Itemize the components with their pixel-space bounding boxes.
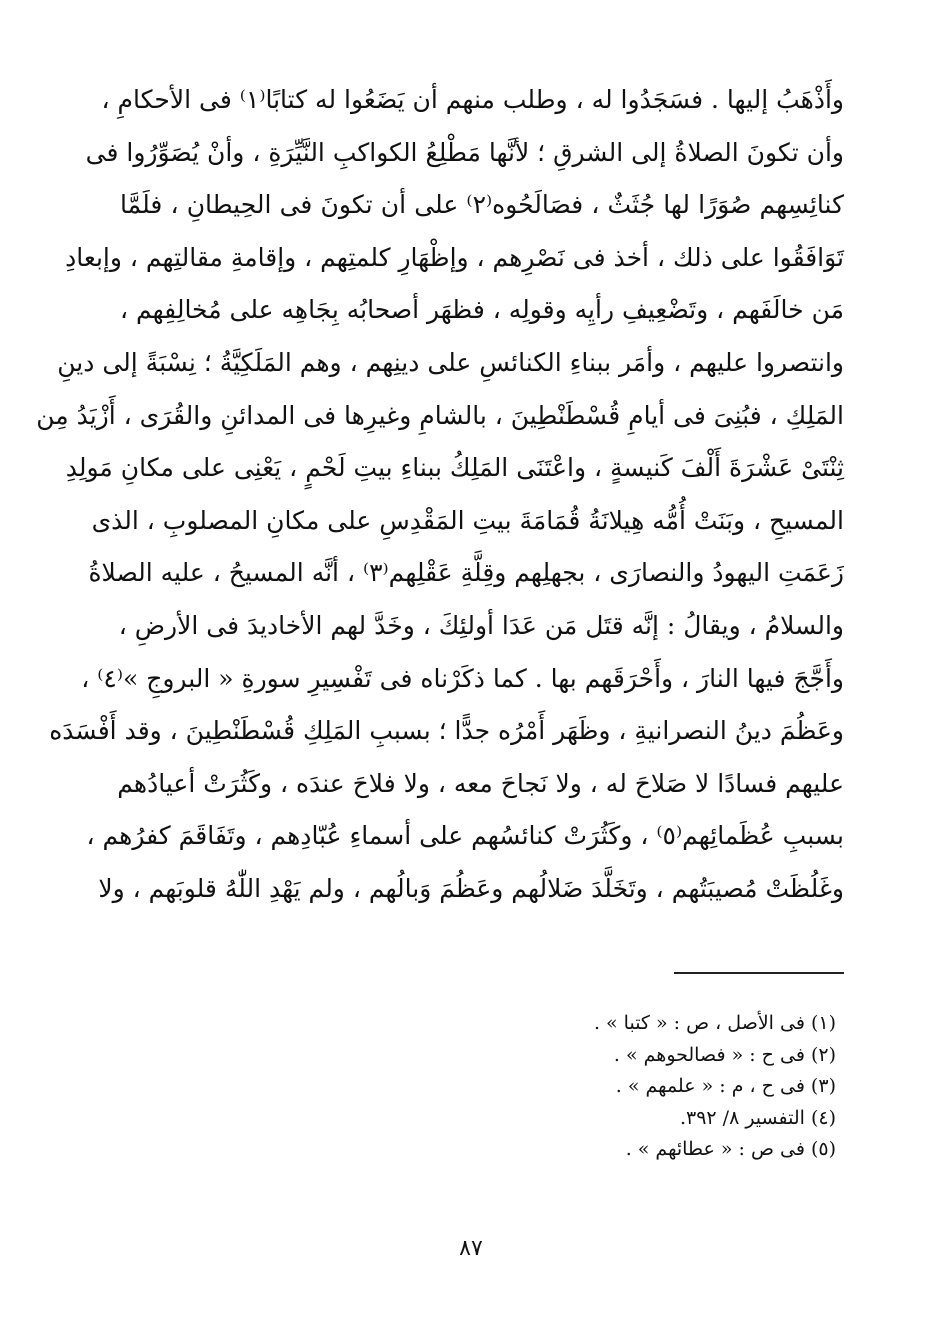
text-line-9: المسيحِ ، وبَنَتْ أُمُّه هِيلانَةُ قُمَامَةَ بيتِ المَقْدِسِ على مكانِ المصلوبِ ، الذى [91, 505, 844, 535]
text-line-1: وأَذْهَبُ إليها . فسَجَدُوا له ، وطلب منهم أن يَضَعُوا له كتابًا⁽١⁾ فى الأحكامِ ، [101, 85, 844, 114]
text-line-3: كنائِسِهم صُوَرًا لها جُثَثٌ ، فصَالَحُوه⁽٢⁾ على أن تكونَ فى الحِيطانِ ، فلَمَّا [120, 190, 844, 220]
footnotes [276, 1008, 836, 1166]
text-line-10: زَعَمَتِ اليهودُ والنصارَى ، بجهلِهم وقِلَّةِ عَقْلِهم⁽٣⁾ ، أنَّه المسيحُ ، عليه الصلاةُ [88, 558, 844, 588]
footnote-2: (٢) فى ح : « فصالحوهم » . [613, 1043, 836, 1066]
text-line-5: مَن خالَفَهم ، وتَضْعِيفِ رأيِه وقولِه ، فظهَر أصحابُه بِجَاهِه على مُخالِفِهم ، [120, 295, 844, 325]
page-number: ٨٧ [459, 1236, 483, 1261]
footnote-4: (٤) التفسير ٨/ ٣٩٢. [679, 1106, 836, 1129]
main-text-block [36, 74, 844, 916]
text-line-16: وغَلُظَتْ مُصيبَتُهم ، وتَخَلَّدَ ضَلالُهم وعَظُمَ وَبالُهم ، ولم يَهْدِ اللّٰهُ قلوبَهم ، ولا [98, 873, 844, 903]
footnote-5: (٥) فى ص : « عطائهم » . [625, 1138, 836, 1160]
footnote-1: (١) فى الأصل ، ص : « كتبا » . [593, 1012, 836, 1034]
text-line-8: ثِنْتَىْ عَشْرَةَ أَلْفَ كَنيسةٍ ، واعْتَنَى المَلِكُ ببناءِ بيتِ لَحْمٍ ، يَعْنِى على مكانِ مَولِدِ [65, 453, 844, 483]
text-line-12: وأَجَّجَ فيها النارَ ، وأَحْرَقَهم بها . كما ذكَرْناه فى تَفْسِيرِ سورةِ « البروجِ »⁽٤⁾ ، [81, 663, 844, 693]
text-line-4: تَوَافَقُوا على ذلك ، أخذ فى نَصْرِهم ، وإظْهَارِ كلمتِهم ، وإقامةِ مقالتِهم ، وإبعادِ [65, 242, 844, 272]
footnote-separator [674, 972, 844, 974]
text-line-13: وعَظُمَ دينُ النصرانيةِ ، وظَهَر أَمْرُه جدًّا ؛ بسببِ المَلِكِ قُسْطَنْطِينَ ، وقد أَفْسَدَه [49, 716, 844, 746]
footnote-3: (٣) فى ح ، م : « علمهم » . [615, 1075, 836, 1097]
text-line-2: وأن تكونَ الصلاةُ إلى الشرقِ ؛ لأنَّها مَطْلِعُ الكواكبِ النَّيِّرَةِ ، وأنْ يُصَوِّرُوا فى [85, 137, 844, 167]
text-line-6: وانتصروا عليهم ، وأمَر ببناءِ الكنائسِ على دينِهم ، وهم المَلَكِيَّةُ ؛ نِسْبَةً إلى دينِ [57, 347, 844, 377]
text-line-11: والسلامُ ، ويقالُ : إنَّه قتَل مَن عَدَا أولئِكَ ، وخَدَّ لهم الأخاديدَ فى الأرضِ ، [118, 610, 844, 640]
text-line-7: المَلِكِ ، فبُنِىَ فى أيامِ قُسْطَنْطِينَ ، بالشامِ وغيرِها فى المدائنِ والقُرَى ، أَزْيَدُ مِن [36, 400, 844, 430]
text-line-15: بسببِ عُظَمائِهم⁽٥⁾ ، وكَثُرَتْ كنائسُهم على أسماءِ عُبّادِهم ، وتَفَاقَمَ كفرُهم ، [86, 821, 844, 851]
text-line-14: عليهم فسادًا لا صَلاحَ له ، ولا نَجاحَ معه ، ولا فلاحَ عندَه ، وكَثُرَتْ أعيادُهم [117, 768, 844, 798]
